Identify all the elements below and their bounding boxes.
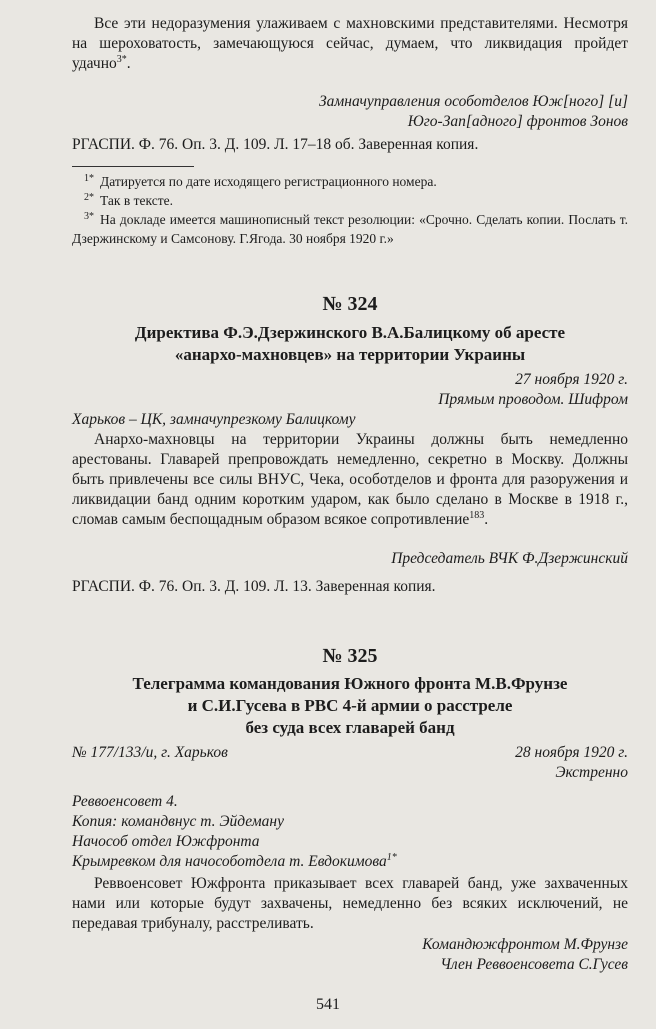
document-title-325: [72, 673, 628, 739]
intro-tail: .: [126, 55, 131, 72]
document-body-324: [72, 430, 628, 530]
signature-line: Замначуправления особотделов Юж[ного] [и]: [318, 93, 628, 110]
footnote-text: Датируется по дате исходящего регистрационного номера.: [100, 174, 437, 189]
intro-paragraph: [72, 14, 628, 74]
footnote-ref-183: 183: [469, 509, 485, 521]
footnote-mark: 3*: [84, 211, 94, 222]
recipients-325: [72, 792, 628, 872]
title-line: и С.И.Гусева в РВС 4-й армии о расстреле: [187, 696, 513, 715]
signature-line: Командюжфронтом М.Фрунзе: [422, 936, 628, 953]
intro-text: Все эти недоразумения улаживаем с махновскими представителями. Несмотря на шероховатость, замечающуюся сейчас, думаем, что ликвидация пройдет удачно: [72, 15, 628, 72]
document-signature-324: Председатель ВЧК Ф.Дзержинский: [391, 550, 628, 567]
footnote-1: [72, 172, 628, 191]
signature-block-1: [72, 92, 628, 132]
document-number-324: № 324: [322, 293, 378, 315]
archive-source-324: РГАСПИ. Ф. 76. Оп. 3. Д. 109. Л. 13. Заверенная копия.: [72, 578, 436, 595]
document-ref: № 177/133/и, г. Харьков: [72, 744, 228, 761]
recipient-line: Реввоенсовет 4.: [72, 793, 178, 810]
recipient-line: Начособ отдел Южфронта: [72, 833, 260, 850]
signature-line: Член Реввоенсовета С.Гусев: [440, 956, 628, 973]
title-line: «анархо-махновцев» на территории Украины: [174, 345, 526, 364]
footnote-divider: [72, 166, 194, 167]
urgency-325: Экстренно: [555, 764, 628, 781]
page-number: 541: [316, 996, 340, 1013]
footnote-ref-3: 3*: [116, 53, 127, 65]
transmission-method: Прямым проводом. Шифром: [438, 391, 628, 408]
footnote-text: На докладе имеется машинописный текст резолюции: «Срочно. Сделать копии. Послать т. Дзержинскому и Самсонову. Г.Ягода. 30 ноября 1920 г.»: [72, 212, 628, 246]
document-date-324: [72, 370, 628, 410]
date-line: 27 ноября 1920 г.: [515, 371, 628, 388]
document-header-325: [72, 743, 628, 763]
document-body-325: Реввоенсовет Южфронта приказывает всех главарей банд, уже захваченных нами или которые будут захвачены, немедленно без всяких исключений, не передавая трибуналу, расстреливать.: [72, 875, 628, 932]
footnote-mark: 2*: [84, 192, 94, 203]
date-line: 28 ноября 1920 г.: [515, 744, 628, 761]
recipient-line: Копия: командвнус т. Эйдеману: [72, 813, 285, 830]
footnote-mark: 1*: [84, 173, 94, 184]
document-address-324: Харьков – ЦК, замначупрезкому Балицкому: [72, 411, 356, 428]
signature-line: Юго-Зап[адного] фронтов Зонов: [407, 113, 628, 130]
body-tail: .: [484, 511, 489, 528]
document-title-324: [72, 322, 628, 366]
title-line: Директива Ф.Э.Дзержинского В.А.Балицкому об аресте: [134, 323, 566, 342]
document-signature-325: [72, 935, 628, 975]
body-text: Анархо-махновцы на территории Украины должны быть немедленно арестованы. Главарей препровождать немедленно, секретно в Москву. Должны быть привлечены все силы ВНУС, Чека, особотделов и фронта для разоружения и ликвидации банд одним коротким ударом, как было сделано в Москве в 1918 г., сломав самым беспощадным образом всякое сопротивление: [72, 431, 628, 528]
archive-source-1: РГАСПИ. Ф. 76. Оп. 3. Д. 109. Л. 17–18 об. Заверенная копия.: [72, 136, 479, 153]
document-number-325: № 325: [322, 645, 378, 667]
recipient-line: Крымревком для начособотдела т. Евдокимова: [72, 853, 387, 870]
footnote-2: [72, 191, 628, 210]
footnote-3: [72, 210, 628, 248]
title-line: Телеграмма командования Южного фронта М.В.Фрунзе: [132, 674, 568, 693]
footnote-ref-1: 1*: [386, 851, 397, 863]
footnote-text: Так в тексте.: [100, 193, 173, 208]
title-line: без суда всех главарей банд: [245, 718, 455, 737]
